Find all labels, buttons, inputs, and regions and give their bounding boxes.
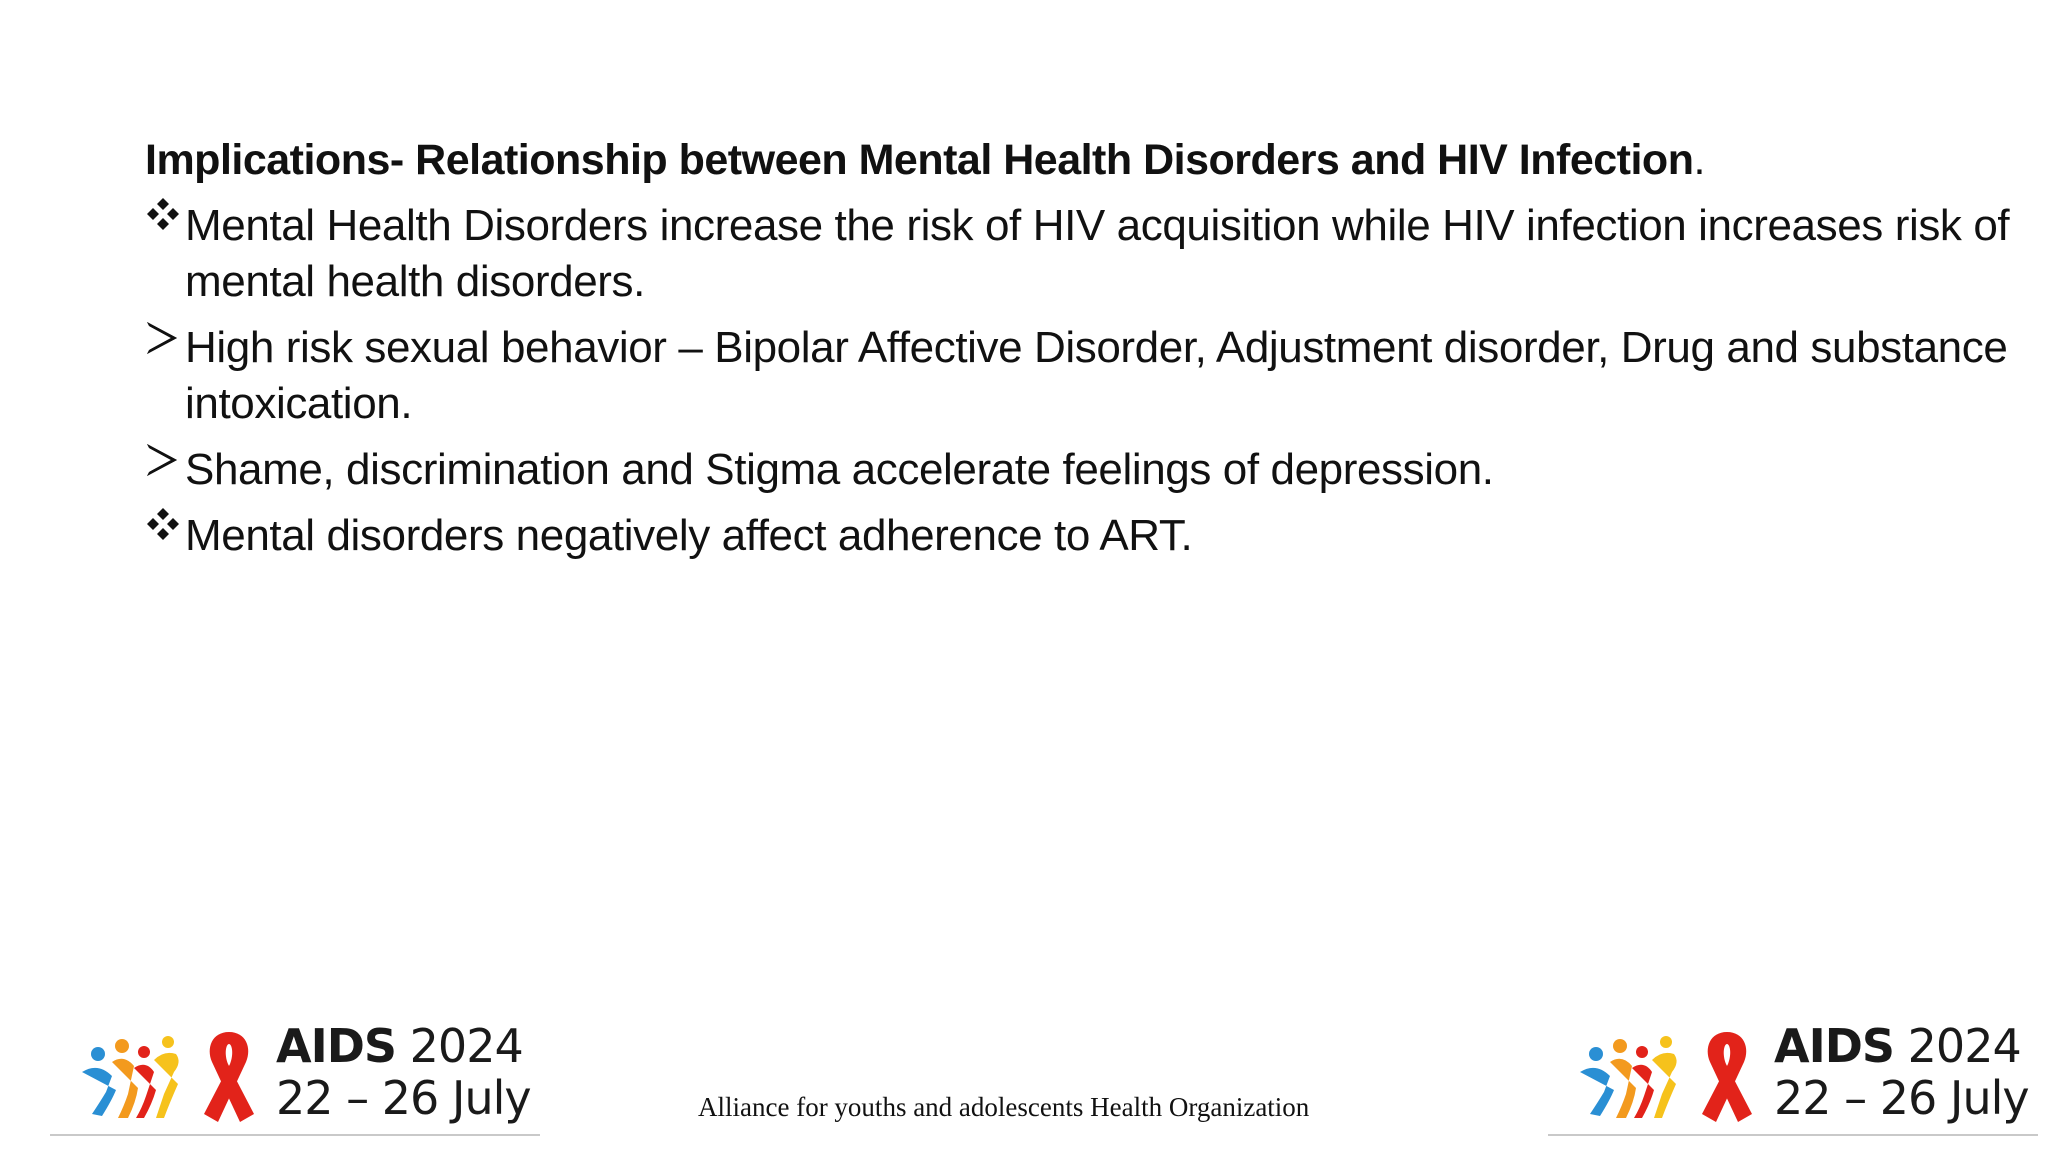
bullet-item: [145, 442, 2015, 498]
red-ribbon-icon: [198, 1026, 260, 1126]
people-figures-icon: [1576, 1032, 1686, 1122]
logo-dates: 22 – 26 July: [276, 1071, 531, 1125]
diamond-cluster-bullet-icon: [145, 196, 183, 240]
logo-name: AIDS: [276, 1019, 397, 1073]
aids-2024-logo-right: [1548, 1012, 2038, 1138]
bullet-item: [145, 198, 2015, 310]
logo-divider: [50, 1134, 540, 1136]
slide-title: [145, 128, 2015, 192]
slide-title-period: .: [1693, 136, 1705, 184]
bullet-item: [145, 320, 2015, 432]
logo-dates: 22 – 26 July: [1774, 1071, 2029, 1125]
slide-title-text: Implications- Relationship between Mental Health Disorders and HIV Infection: [145, 136, 1694, 184]
aids-2024-logo-left: [50, 1012, 540, 1138]
red-ribbon-icon: [1696, 1026, 1758, 1126]
logo-name: AIDS: [1774, 1019, 1895, 1073]
people-figures-icon: [78, 1032, 188, 1122]
logo-text: [276, 1020, 531, 1124]
slide-body: [145, 128, 2015, 574]
bullet-text: High risk sexual behavior – Bipolar Affective Disorder, Adjustment disorder, Drug and substance intoxication.: [185, 323, 2008, 428]
bullet-text: Shame, discrimination and Stigma accelerate feelings of depression.: [185, 445, 1494, 494]
bullet-text: Mental Health Disorders increase the risk of HIV acquisition while HIV infection increases risk of mental health disorders.: [185, 201, 2010, 306]
logo-year: 2024: [1907, 1019, 2021, 1073]
logo-divider: [1548, 1134, 2038, 1136]
logo-text: [1774, 1020, 2029, 1124]
footer-organization: Alliance for youths and adolescents Health Organization: [698, 1092, 1310, 1122]
logo-year: 2024: [409, 1019, 523, 1073]
bullet-item: [145, 508, 2015, 564]
arrowhead-bullet-icon: [145, 318, 183, 362]
diamond-cluster-bullet-icon: [145, 506, 183, 550]
arrowhead-bullet-icon: [145, 440, 183, 484]
bullet-text: Mental disorders negatively affect adherence to ART.: [185, 511, 1193, 560]
